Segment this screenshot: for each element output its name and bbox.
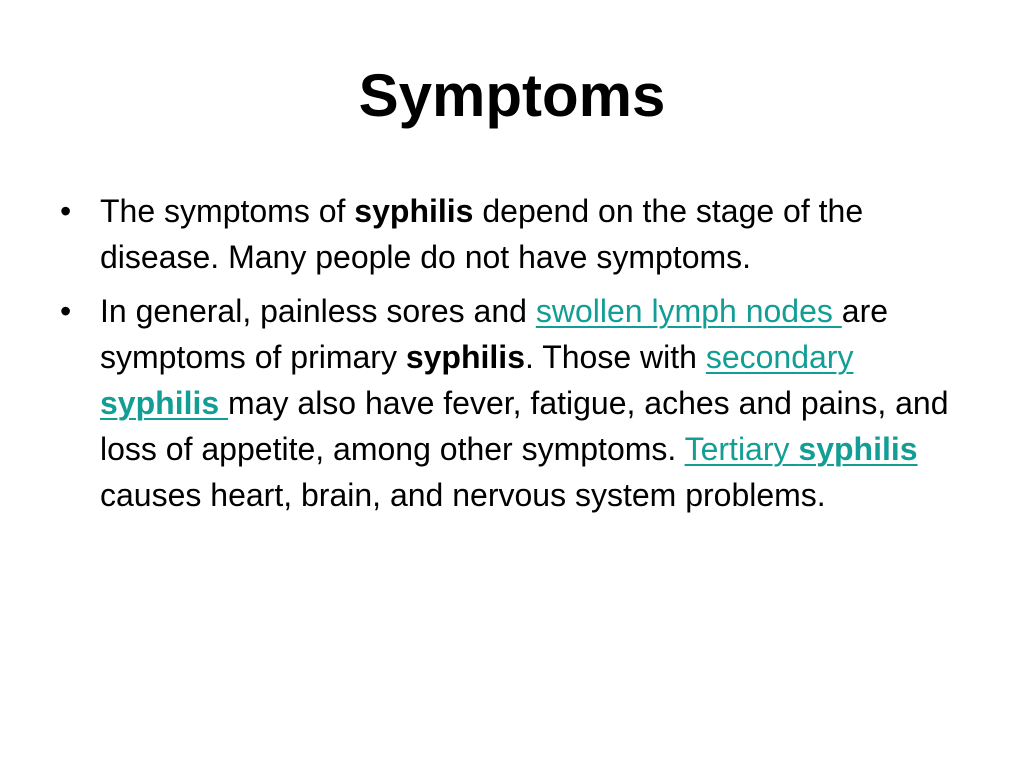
link-swollen-lymph-nodes[interactable]: swollen lymph nodes xyxy=(535,293,842,329)
bullet-text: may also have fever, fatigue, aches and pains, and loss of appetite, among other symptoms. xyxy=(100,385,949,467)
bullet-text: The symptoms of xyxy=(100,193,355,229)
keyword-syphilis: syphilis xyxy=(354,193,474,229)
bullet-text: causes heart, brain, and nervous system problems. xyxy=(100,477,826,513)
bullet-text: . Those with xyxy=(524,339,706,375)
bullet-text: depend on the stage of the disease. Many people do not have symptoms. xyxy=(100,193,864,275)
link-tertiary-syphilis[interactable] xyxy=(685,431,918,467)
link-secondary-keyword: syphilis xyxy=(100,385,229,421)
bullet-text: In general, painless sores and xyxy=(100,293,536,329)
bullet-icon: • xyxy=(60,193,72,229)
keyword-syphilis: syphilis xyxy=(405,339,525,375)
link-tertiary-label: Tertiary xyxy=(684,431,799,467)
slide-title: Symptoms xyxy=(358,62,666,129)
bullet-list xyxy=(56,188,956,526)
bullet-item-general xyxy=(56,288,956,518)
link-tertiary-keyword: syphilis xyxy=(798,431,918,467)
bullet-item-stage xyxy=(56,188,956,280)
bullet-text: are symptoms of primary xyxy=(100,293,889,375)
link-secondary-label: secondary xyxy=(705,339,854,375)
bullet-icon: • xyxy=(60,293,72,329)
